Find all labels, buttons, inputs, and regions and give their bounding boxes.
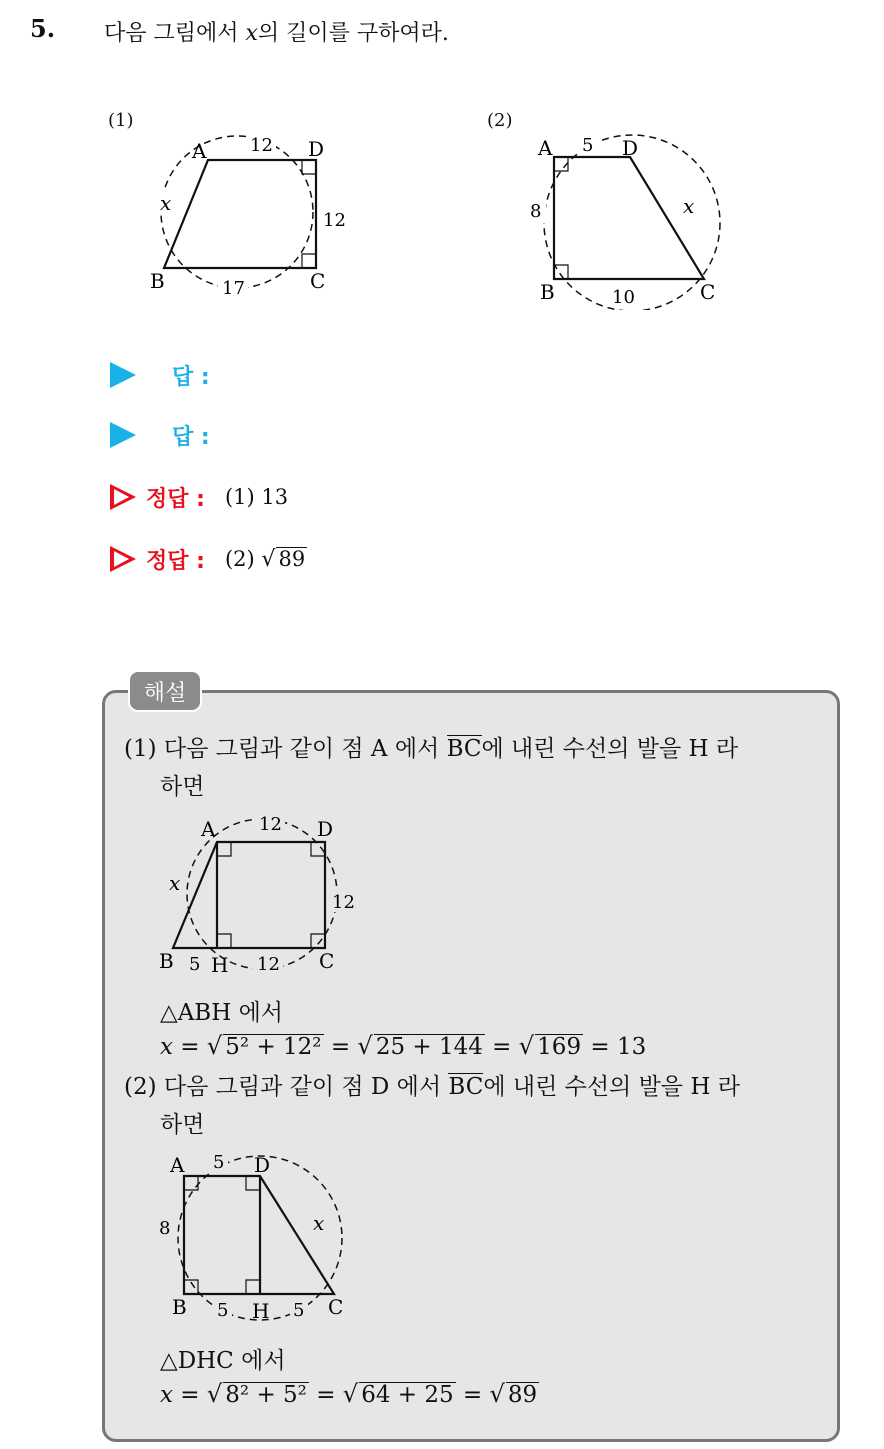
solution-p1-eq-x: x xyxy=(160,1034,173,1060)
solution-p1-eq3: 169 xyxy=(537,1034,582,1060)
figure1-right-angle-c xyxy=(302,254,316,268)
answer-row-2 xyxy=(110,418,210,452)
figure1-ab: x xyxy=(160,191,172,215)
solution-fig1-dc: 12 xyxy=(332,892,355,913)
solution-tag: 해설 xyxy=(128,670,202,712)
figure1-diagram xyxy=(140,120,360,310)
play-icon xyxy=(110,422,136,448)
figure2-B: B xyxy=(540,280,555,304)
solution-fig1-B: B xyxy=(159,949,174,973)
figure2-dc: x xyxy=(683,194,695,218)
solution-fig2 xyxy=(150,1148,360,1326)
correct-number: 89 xyxy=(278,546,306,571)
figure1-B: B xyxy=(150,269,165,293)
figure1-bc: 17 xyxy=(222,278,245,299)
solution-p2-line1 xyxy=(124,1068,740,1101)
figure2-C: C xyxy=(700,280,716,304)
solution-fig1-ad: 12 xyxy=(259,814,282,835)
solution-p2-num: (2) xyxy=(124,1074,157,1100)
figure2-ad: 5 xyxy=(582,135,594,156)
correct-label: 정답 : xyxy=(146,486,205,512)
question-var: x xyxy=(245,21,258,46)
solution-fig2-bh: 5 xyxy=(217,1300,229,1321)
play-outline-icon xyxy=(110,546,136,572)
play-icon xyxy=(110,362,136,388)
solution-p1-text2: 에 내린 수선의 발을 H 라 xyxy=(481,736,739,762)
solution-fig2-B: B xyxy=(172,1295,187,1319)
solution-fig1-D: D xyxy=(317,817,334,841)
solution-p1-eq2: 25 + 144 xyxy=(375,1034,483,1060)
solution-fig1-ra-h xyxy=(217,934,231,948)
figure2-A: A xyxy=(538,136,553,160)
sqrt-icon: √ xyxy=(342,1380,359,1408)
figure1-dc: 12 xyxy=(323,210,346,231)
solution-p1-seg: BC xyxy=(446,736,482,762)
figure1-D: D xyxy=(308,137,325,161)
solution-p1-text1: 다음 그림과 같이 점 A 에서 xyxy=(163,736,447,762)
question-text-after: 의 길이를 구하여라. xyxy=(257,21,449,46)
solution-fig1-ra-c xyxy=(311,934,325,948)
figure2-D: D xyxy=(622,136,639,160)
figure1-circle xyxy=(161,136,313,288)
figure2-diagram xyxy=(520,125,730,310)
sqrt-icon: √ xyxy=(357,1032,373,1060)
figure1-quad xyxy=(164,160,316,268)
correct-part: (1) xyxy=(224,485,255,509)
figure1-C: C xyxy=(310,269,326,293)
solution-fig1-hc: 12 xyxy=(257,954,280,975)
solution-p1-text3: 하면 xyxy=(160,774,205,800)
solution-fig2-D: D xyxy=(254,1153,271,1177)
correct-label: 정답 : xyxy=(146,548,205,574)
question-number: 5. xyxy=(30,14,56,43)
solution-fig1-C: C xyxy=(319,949,335,973)
question-text xyxy=(104,16,449,47)
solution-fig2-H: H xyxy=(252,1299,270,1323)
solution-fig2-ra-d xyxy=(246,1176,260,1190)
solution-p1-equation: x = √ 5² + 12² = √ 25 + 144 = √ 169 = 13 xyxy=(160,1032,647,1060)
sqrt-icon: √ xyxy=(206,1380,223,1408)
solution-p1-result: 13 xyxy=(616,1034,647,1060)
solution-p2-text2: 에 내린 수선의 발을 H 라 xyxy=(483,1074,740,1100)
correct-value-1 xyxy=(225,485,288,509)
solution-fig1-A: A xyxy=(201,817,216,841)
solution-fig1 xyxy=(155,810,365,980)
solution-fig1-quad xyxy=(173,842,325,948)
solution-fig2-ra-h xyxy=(246,1280,260,1294)
figure2-quad xyxy=(554,157,704,279)
solution-p1-line1 xyxy=(124,730,738,763)
sqrt-icon: √ xyxy=(489,1380,505,1408)
figure2-ab: 8 xyxy=(530,201,542,222)
correct-row-1 xyxy=(110,480,288,514)
solution-fig2-hc: 5 xyxy=(293,1300,305,1321)
correct-part: (2) xyxy=(224,546,255,571)
solution-p2-tri: △DHC 에서 xyxy=(160,1348,286,1374)
figure1-ad: 12 xyxy=(250,135,273,156)
figure2-bc: 10 xyxy=(612,287,635,308)
solution-p2-seg: BC xyxy=(448,1074,484,1100)
figure1-label: (1) xyxy=(108,110,134,131)
solution-fig2-ra-a xyxy=(184,1176,198,1190)
solution-p2-eq2: 64 + 25 xyxy=(361,1382,454,1408)
solution-p2-text1: 다음 그림과 같이 점 D 에서 xyxy=(163,1074,449,1100)
solution-p2-equation: x = √ 8² + 5² = √ 64 + 25 = √ 89 xyxy=(160,1380,538,1408)
solution-fig1-ra-a xyxy=(217,842,231,856)
answer-row-1 xyxy=(110,358,210,392)
correct-row-2 xyxy=(110,542,307,576)
solution-fig1-bh: 5 xyxy=(189,954,201,975)
figure1-A: A xyxy=(192,139,207,163)
figure2-label: (2) xyxy=(487,110,513,131)
solution-p2-text3: 하면 xyxy=(160,1112,205,1138)
solution-p1-num: (1) xyxy=(124,736,157,762)
solution-fig2-dc: x xyxy=(313,1211,325,1235)
answer-label: 답 : xyxy=(172,424,210,450)
solution-fig2-ab: 8 xyxy=(159,1218,171,1239)
solution-box xyxy=(102,690,840,1442)
sqrt-icon: √ xyxy=(261,546,276,572)
solution-fig1-H: H xyxy=(211,953,229,977)
sqrt-icon: √ xyxy=(518,1032,535,1060)
solution-p1-eq1: 5² + 12² xyxy=(225,1034,322,1060)
solution-fig2-A: A xyxy=(170,1153,185,1177)
solution-p2-eq-x: x xyxy=(160,1382,173,1408)
solution-p1-tri: △ABH 에서 xyxy=(160,1000,284,1026)
question-text-before: 다음 그림에서 xyxy=(104,21,246,46)
solution-fig2-ad: 5 xyxy=(213,1152,225,1173)
correct-number: 13 xyxy=(261,485,289,509)
play-outline-icon xyxy=(110,484,136,510)
answer-label: 답 : xyxy=(172,364,210,390)
correct-value-2 xyxy=(225,547,307,572)
sqrt-icon: √ xyxy=(206,1032,223,1060)
figure1-right-angle-d xyxy=(302,160,316,174)
solution-p2-eq1: 8² + 5² xyxy=(225,1382,307,1408)
solution-fig2-C: C xyxy=(328,1295,344,1319)
solution-fig1-ab: x xyxy=(169,871,181,895)
solution-p2-eq3: 89 xyxy=(507,1382,538,1408)
